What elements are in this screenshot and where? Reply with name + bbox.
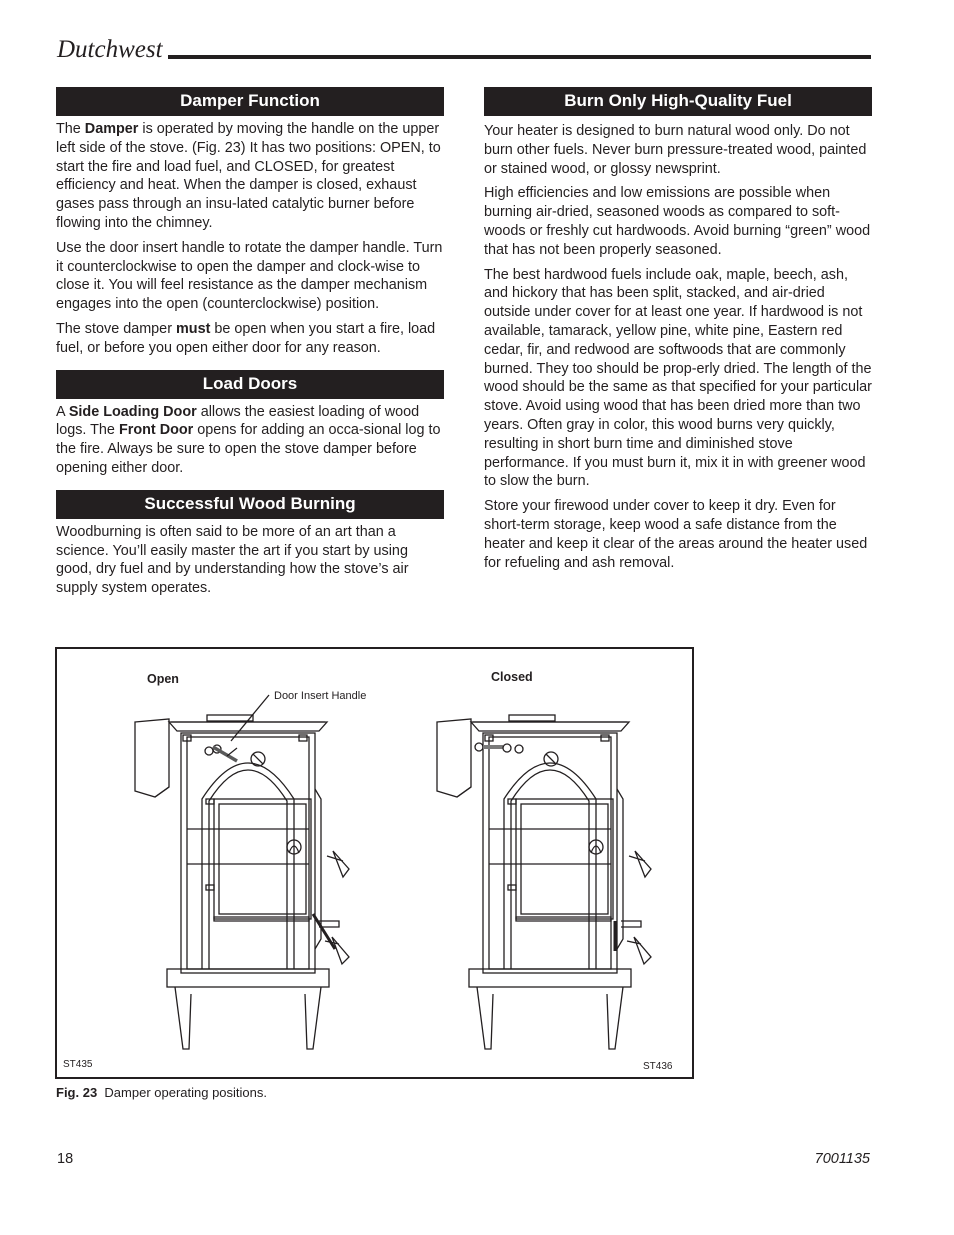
damper-function-heading: Damper Function [56,87,444,116]
open-label: Open [147,672,179,686]
stove-illustration [57,649,692,1077]
figure-code-left: ST435 [63,1059,93,1070]
closed-label: Closed [491,670,533,684]
damper-paragraph-3: The stove damper must be open when you start a fire, load fuel, or before you open either door for any reason. [56,320,436,356]
brand-name: Dutchwest [57,36,163,63]
page-number: 18 [57,1151,74,1167]
fuel-paragraph-2: High efficiencies and low emissions are possible when burning air-dried, seasoned woods as compared to soft-woods or freshly cut hardwoods. Avoid burning “green” wood that has not been properly seasoned. [484,185,871,258]
load-doors-heading: Load Doors [56,370,444,399]
stove-closed-drawing [437,715,651,1049]
figure-code-right: ST436 [643,1061,673,1072]
fuel-paragraph-3: The best hardwood fuels include oak, maple, beech, ash, and hickory that has been split, stacked, and air-dried outside under cover for at least one year. If hardwood is not available, tamarack, yellow pine, white pine, Eastern red cedar, fir, and redwood are softwoods that are commonly burned. They too should be prop-erly dried. The length of the wood should be the same as that specified for your particular stove. Avoid using wood that has been dried more than two years. Often gray in color, this wood burns very quickly, resulting in short burn time and diminished stove performance. If you must burn it, mix it in with greener wood to slow the burn. [484,266,872,490]
damper-figure [55,647,694,1079]
damper-paragraph-2: Use the door insert handle to rotate the damper handle. Turn it counterclockwise to open the damper and clock-wise to close it. You will feel resistance as the damper mechanism engages into the open (counterclockwise) position. [56,239,443,313]
fuel-paragraph-1: Your heater is designed to burn natural wood only. Do not burn other fuels. Never burn pressure-treated wood, painted or stained wood, or glossy newsprint. [484,123,867,177]
fuel-heading: Burn Only High-Quality Fuel [484,87,872,116]
fuel-paragraph-4: Store your firewood under cover to keep it dry. Even for short-term storage, keep wood a safe distance from the heater and keep it clear of the areas around the heater used for refueling and ash removal. [484,498,868,571]
document-number: 7001135 [814,1151,870,1167]
wood-burning-paragraph: Woodburning is often said to be more of an art than a science. You’ll easily master the art if you start by using good, dry fuel and by understanding how the stove’s air supply system operates. [56,523,409,597]
wood-burning-heading: Successful Wood Burning [56,490,444,519]
stove-open-drawing [135,695,349,1049]
right-column [484,87,872,578]
left-column [56,87,444,604]
load-doors-paragraph: A Side Loading Door allows the easiest loading of wood logs. The Front Door opens for adding an occa-sional log to the fire. Always be sure to open the stove damper before opening either door. [56,403,441,476]
figure-caption: Fig. 23 Damper operating positions. [56,1085,267,1100]
header-rule [168,55,871,59]
door-insert-handle-callout: Door Insert Handle [274,690,367,702]
damper-paragraph-1: The Damper is operated by moving the handle on the upper left side of the stove. (Fig. 23) It has two positions: OPEN, to start the fire and load fuel, and CLOSED, for greatest efficiency and heat. When the damper is closed, exhaust gases pass through an insu-lated catalytic burner before flowing into the chimney. [56,121,441,231]
